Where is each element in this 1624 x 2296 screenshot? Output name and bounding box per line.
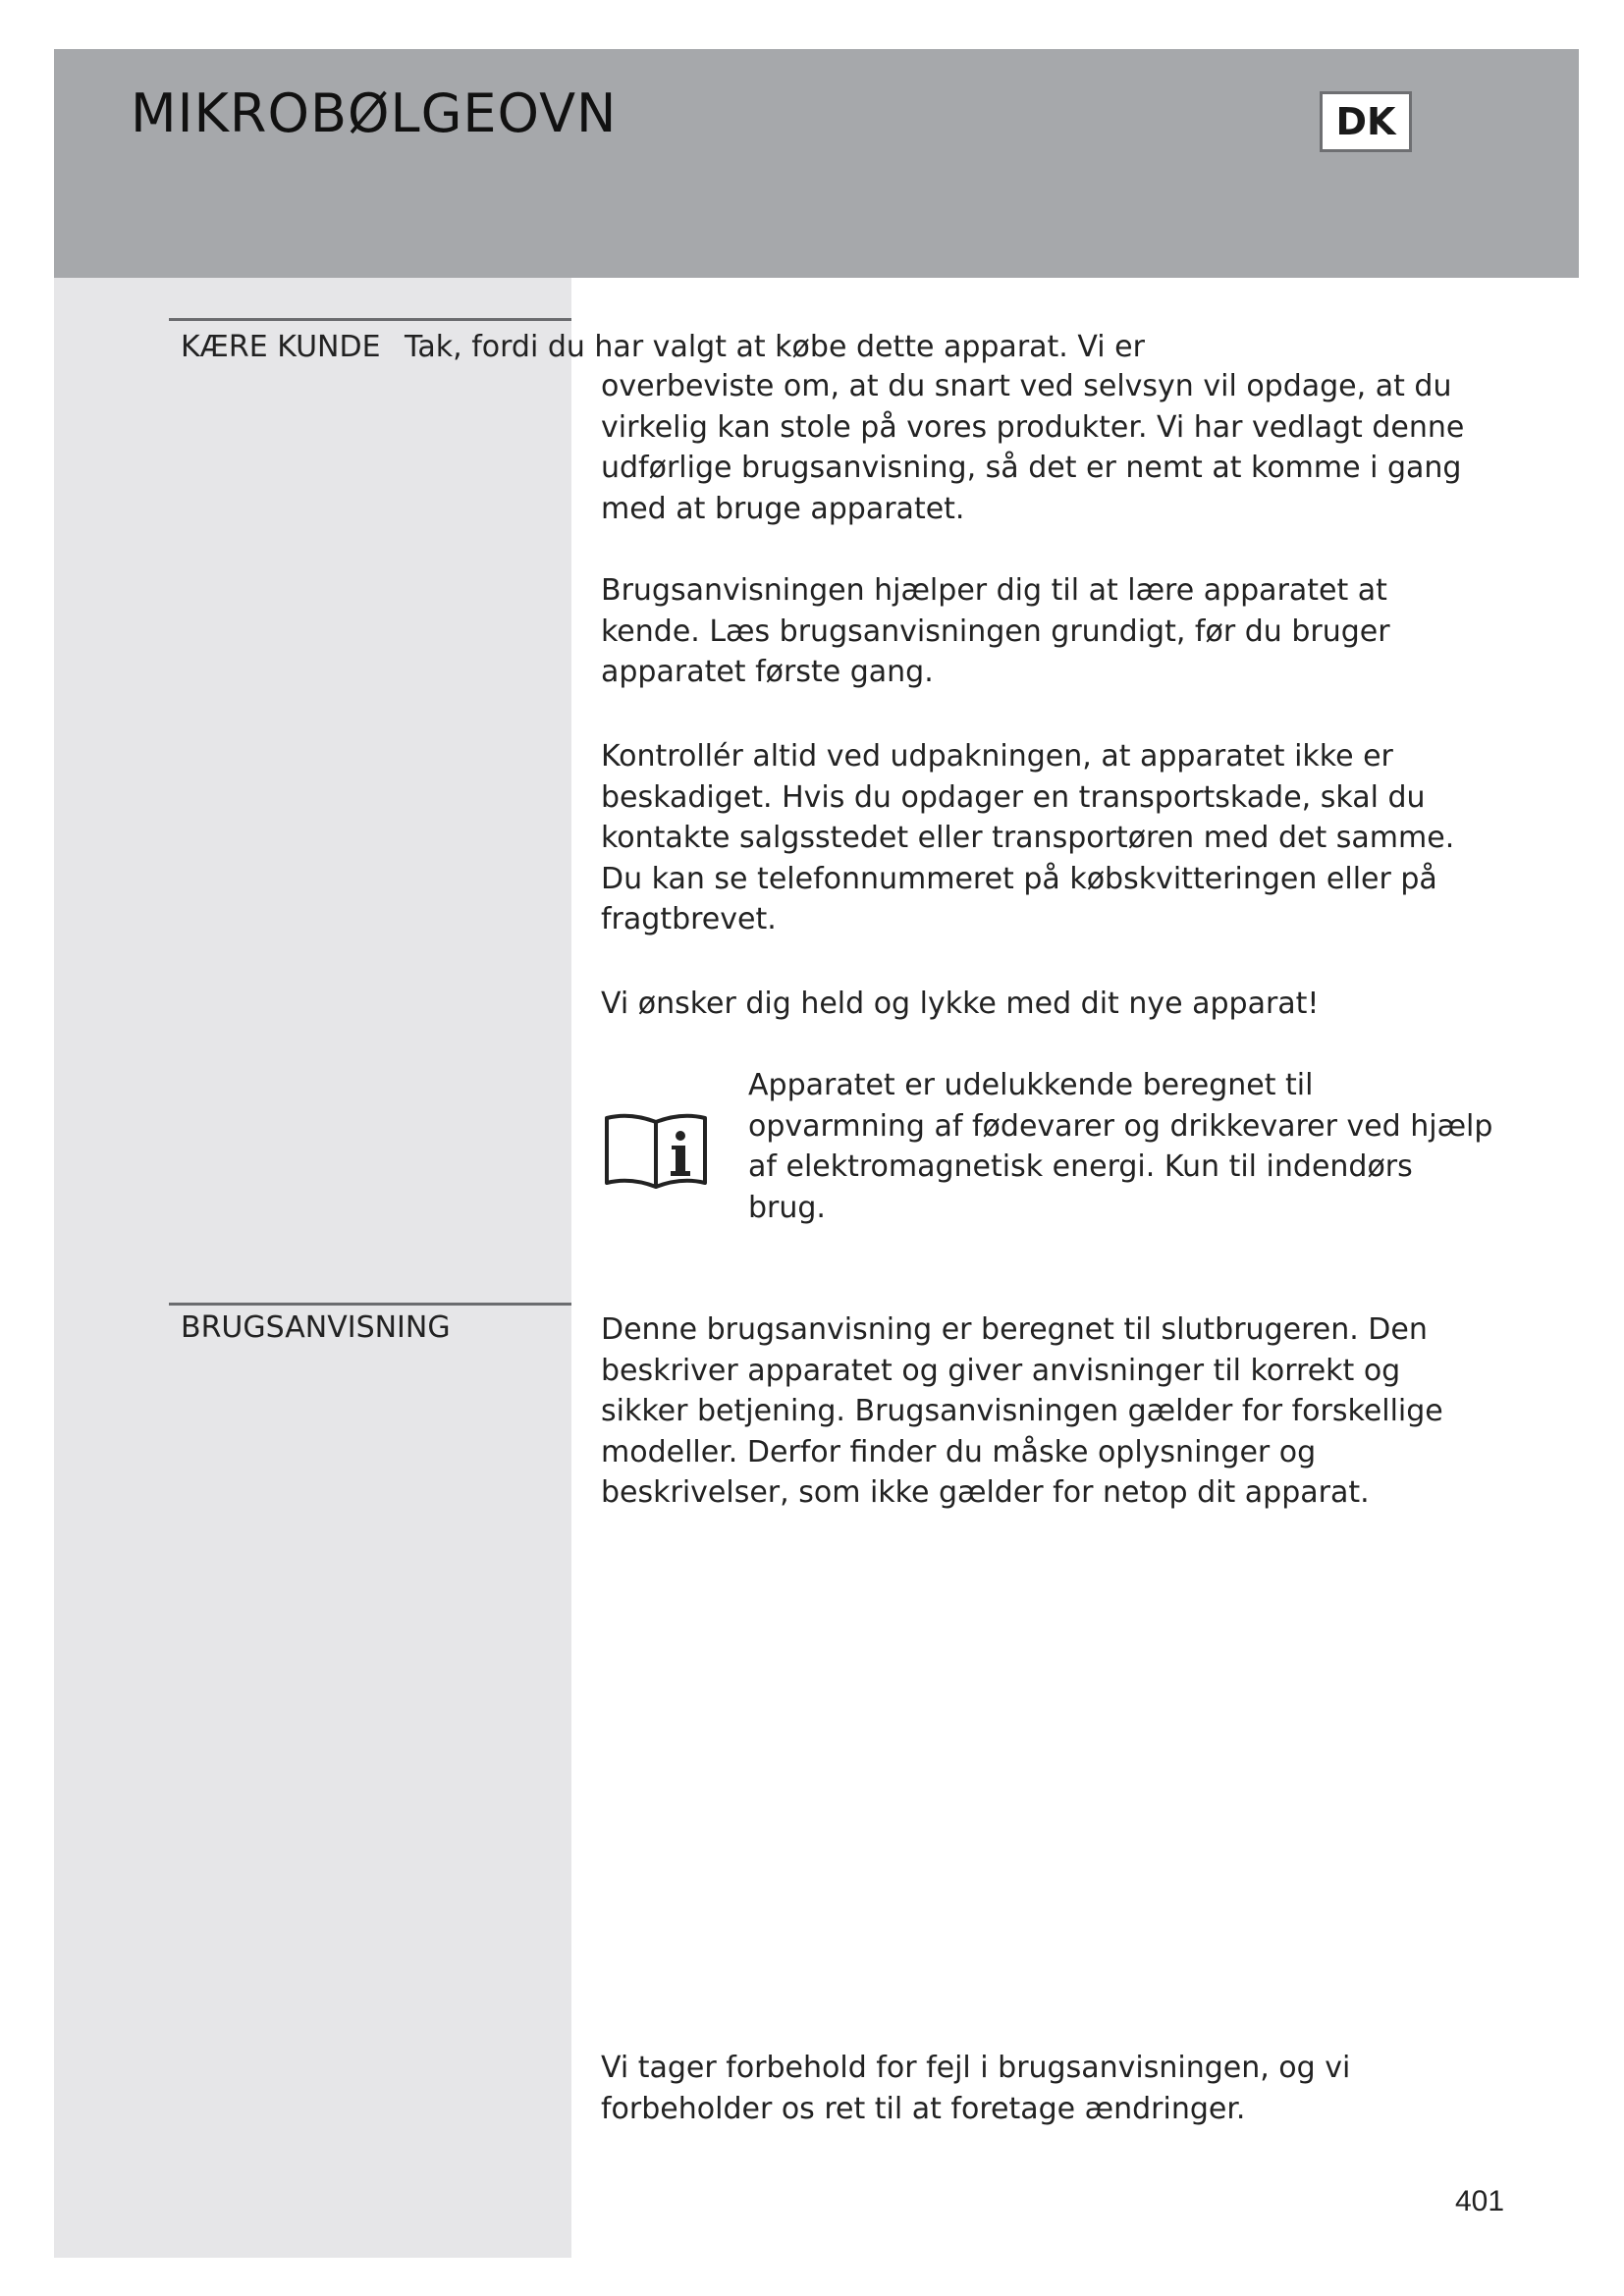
section-label-brugsanvisning: BRUGSANVISNING (181, 1310, 451, 1345)
disclaimer-paragraph: Vi tager forbehold for fejl i brugsanvisningen, og vi forbeholder os ret til at foretage ændringer. (601, 2051, 1351, 2126)
intro-first-line: Tak, fordi du har valgt at købe dette apparat. Vi er (405, 330, 1145, 364)
section-rule-brugsanvisning (169, 1303, 571, 1306)
intro-paragraph-2: Brugsanvisningen hjælper dig til at lære apparatet at kende. Læs brugsanvisningen grundigt, før du bruger apparatet første gang. (601, 573, 1390, 689)
language-badge: DK (1320, 91, 1412, 152)
intro-paragraph-4: Vi ønsker dig held og lykke med dit nye apparat! (601, 987, 1320, 1021)
page-number: 401 (1455, 2185, 1505, 2217)
page-title: MIKROBØLGEOVN (131, 82, 618, 144)
intro-paragraph-3: Kontrollér altid ved udpakningen, at apparatet ikke er beskadiget. Hvis du opdager en transportskade, skal du kontakte salgsstedet eller transportøren med det samme. Du kan se telefonnummeret på købskvitteringen eller på fragtbrevet. (601, 739, 1455, 936)
brugsanvisning-paragraph: Denne brugsanvisning er beregnet til slutbrugeren. Den beskriver apparatet og giver anvisninger til korrekt og sikker betjening. Brugsanvisningen gælder for forskellige modeller. Derfor finder du måske oplysninger og beskrivelser, som ikke gælder for netop dit apparat. (601, 1312, 1443, 1510)
section-label-kaere-kunde: KÆRE KUNDE (181, 330, 381, 364)
intro-paragraph-continued: overbeviste om, at du snart ved selvsyn vil opdage, at du virkelig kan stole på vores produkter. Vi har vedlagt denne udførlige brugsanvisning, så det er nemt at komme i gang med at bruge apparatet. (601, 369, 1465, 526)
manual-info-icon (603, 1112, 709, 1191)
left-sidebar (54, 278, 571, 2258)
info-note: Apparatet er udelukkende beregnet til opvarmning af fødevarer og drikkevarer ved hjælp af elektromagnetisk energi. Kun til indendørs brug. (748, 1068, 1493, 1225)
section-rule-kaere-kunde (169, 318, 571, 321)
